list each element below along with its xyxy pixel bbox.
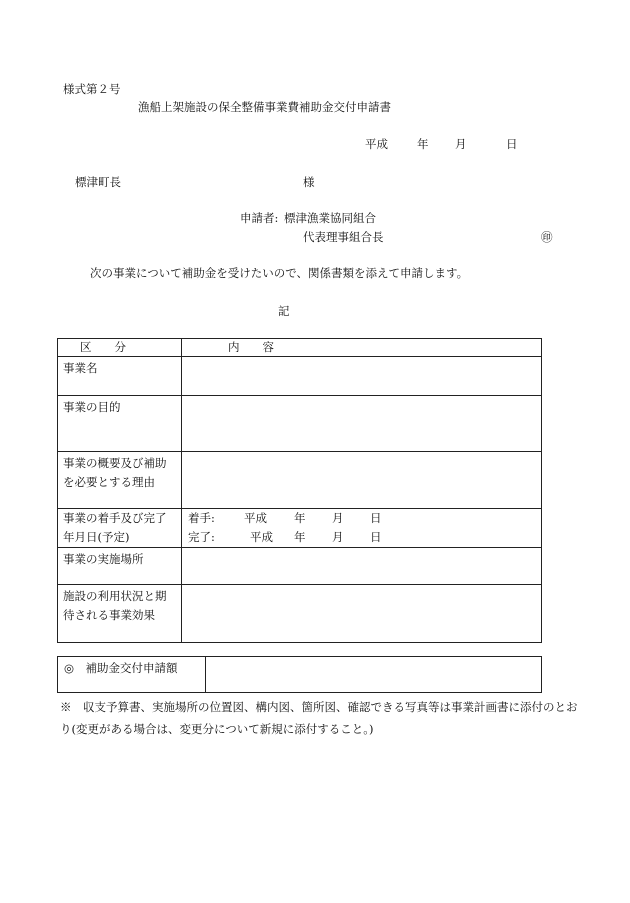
application-table	[57, 338, 542, 643]
applicant-org: 標津漁業協同組合	[284, 211, 376, 225]
amount-label: ◎ 補助金交付申請額	[64, 661, 178, 675]
table-row	[58, 548, 542, 585]
table-row	[58, 452, 542, 509]
applicant-rep: 代表理事組合長	[303, 230, 384, 244]
row-label-name: 事業名	[63, 361, 98, 375]
content-cell-purpose[interactable]	[182, 396, 542, 452]
date-era: 平成	[365, 137, 388, 151]
end-label: 完了:	[188, 530, 215, 544]
table-row	[58, 396, 542, 452]
start-year: 年	[294, 511, 306, 525]
content-cell-overview[interactable]	[182, 452, 542, 509]
addressee-name: 標津町長	[75, 175, 121, 189]
amount-value-cell[interactable]	[206, 657, 542, 693]
document-title: 漁船上架施設の保全整備事業費補助金交付申請書	[138, 100, 391, 114]
row-label-purpose: 事業の目的	[63, 400, 121, 414]
start-month: 月	[332, 511, 344, 525]
end-year: 年	[294, 530, 306, 544]
row-label-overview: 事業の概要及び補助を必要とする理由	[63, 456, 167, 489]
ki-heading: 記	[278, 304, 290, 318]
addressee-honorific: 様	[303, 175, 315, 189]
start-label: 着手:	[188, 511, 215, 525]
content-cell-name[interactable]	[182, 357, 542, 396]
end-month: 月	[332, 530, 344, 544]
start-era: 平成	[244, 511, 267, 525]
table-row	[58, 585, 542, 643]
table-row	[58, 357, 542, 396]
row-label-schedule: 事業の着手及び完了年月日(予定)	[63, 511, 167, 544]
table-header-row	[58, 339, 542, 357]
content-cell-location[interactable]	[182, 548, 542, 585]
attachment-note: ※ 収支予算書、実施場所の位置図、構内図、箇所図、確認できる写真等は事業計画書に添付のとおり(変更がある場合は、変更分について新規に添付すること。)	[60, 700, 578, 736]
row-label-usage: 施設の利用状況と期待される事業効果	[63, 589, 167, 622]
table-row	[58, 509, 542, 548]
date-day: 日	[506, 137, 518, 151]
date-year: 年	[417, 137, 429, 151]
header-content: 内 容	[228, 340, 274, 354]
date-month: 月	[455, 137, 467, 151]
row-label-location: 事業の実施場所	[63, 552, 144, 566]
content-cell-schedule	[182, 509, 542, 548]
end-day: 日	[370, 530, 382, 544]
body-text: 次の事業について補助金を受けたいので、関係書類を添えて申請します。	[90, 266, 469, 280]
content-cell-usage[interactable]	[182, 585, 542, 643]
amount-table	[57, 656, 542, 693]
schedule-end	[182, 528, 541, 547]
start-day: 日	[370, 511, 382, 525]
form-number: 様式第２号	[63, 82, 121, 96]
header-category: 区 分	[80, 340, 126, 354]
seal-mark: ㊞	[541, 230, 553, 244]
applicant-label: 申請者:	[240, 211, 279, 225]
end-era: 平成	[250, 530, 273, 544]
schedule-start	[182, 509, 541, 528]
